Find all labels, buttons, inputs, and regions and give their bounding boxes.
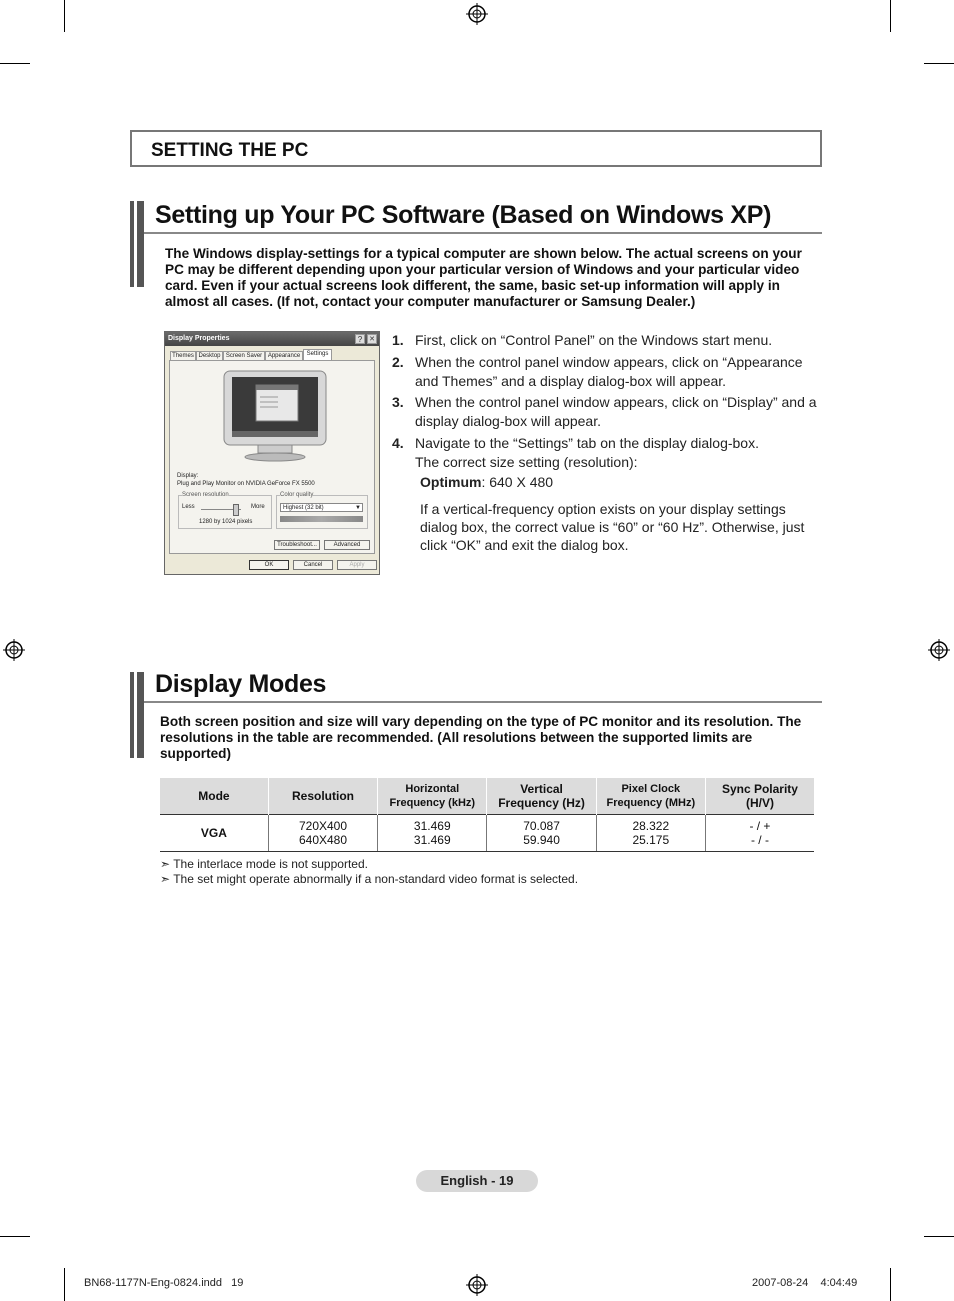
display-modes-intro: Both screen position and size will vary depending on the type of PC monitor and its resolution. The resolutions in the table are recommended. (All resolutions between the supported limits are supported): [160, 714, 802, 761]
section-header-label: SETTING THE PC: [151, 140, 309, 161]
crop-mark: [890, 1268, 891, 1301]
tab-themes[interactable]: Themes: [170, 351, 196, 361]
arrow-icon: ➣: [160, 872, 171, 886]
cell-vertical: [487, 815, 596, 852]
note-item: [160, 872, 578, 886]
footer-file-info: BN68-1177N-Eng-0824.indd 19: [84, 1277, 244, 1289]
setup-title: Setting up Your PC Software (Based on Windows XP): [155, 201, 772, 229]
display-label: Display:: [177, 473, 199, 479]
step-text: Navigate to the “Settings” tab on the display dialog-box.: [415, 435, 759, 451]
tab-desktop[interactable]: Desktop: [196, 351, 223, 361]
header-resolution: Resolution: [268, 778, 377, 815]
display-modes-title: Display Modes: [155, 670, 327, 698]
header-pixel-clock: Pixel Clock Frequency (MHz): [596, 778, 705, 815]
registration-mark-icon: [928, 639, 950, 661]
troubleshoot-button[interactable]: Troubleshoot...: [274, 540, 320, 550]
cell-value: 31.469: [413, 833, 451, 847]
vertical-frequency-note: If a vertical-frequency option exists on your display settings dialog box, the correct value is “60” or “60 Hz”. Otherwise, just click “OK” and exit the dialog box.: [420, 501, 805, 553]
crop-mark: [924, 1236, 954, 1237]
color-quality-select[interactable]: [280, 503, 363, 512]
tab-appearance[interactable]: Appearance: [265, 351, 303, 361]
optimum-value: : 640 X 480: [481, 474, 554, 490]
advanced-button[interactable]: Advanced: [324, 540, 370, 550]
step-number: 3.: [392, 394, 404, 410]
slider-thumb[interactable]: [233, 504, 239, 516]
heading-underline: [144, 232, 822, 234]
crop-mark: [890, 0, 891, 32]
heading-bar: [130, 672, 144, 758]
cell-value: 28.322: [632, 819, 670, 833]
screen-resolution-group: [178, 492, 272, 529]
resolution-group-label: Screen resolution: [182, 492, 229, 498]
cell-value: 31.469: [413, 819, 451, 833]
color-bar: [280, 516, 363, 522]
header-vertical: Vertical Frequency (Hz): [487, 778, 596, 815]
crop-mark: [924, 63, 954, 64]
monitor-icon: [220, 369, 330, 465]
note-text: The set might operate abnormally if a non-standard video format is selected.: [173, 872, 579, 886]
cell-value: 70.087: [523, 819, 560, 833]
color-quality-value: Highest (32 bit): [283, 505, 324, 511]
header-sync-polarity: Sync Polarity (H/V): [705, 778, 814, 815]
table-header-row: [160, 778, 814, 815]
cell-value: 640X480: [298, 833, 348, 847]
cell-value: 25.175: [632, 833, 670, 847]
color-group-label: Color quality: [280, 492, 314, 498]
cancel-button[interactable]: Cancel: [293, 560, 333, 570]
section-header: [130, 130, 822, 167]
step-text: When the control panel window appears, click on “Appearance and Themes” and a display dialog-box will appear.: [415, 354, 803, 389]
settings-pane: [169, 360, 375, 554]
crop-mark: [64, 1268, 65, 1301]
cell-horizontal: [378, 815, 487, 852]
apply-button[interactable]: Apply: [337, 560, 377, 570]
step-text: When the control panel window appears, click on “Display” and a display dialog-box will appear.: [415, 394, 817, 429]
step-number: 2.: [392, 354, 404, 370]
heading-underline: [144, 701, 822, 703]
tab-settings[interactable]: Settings: [303, 349, 332, 361]
crop-mark: [0, 1236, 30, 1237]
cell-resolution: [268, 815, 377, 852]
dialog-titlebar: [165, 332, 379, 346]
footer-timestamp: 2007-08-24 4:04:49: [752, 1277, 858, 1289]
step-number: 4.: [392, 435, 404, 451]
color-quality-group: [276, 492, 368, 529]
cell-value: 720X400: [298, 819, 348, 833]
correct-size-line: The correct size setting (resolution):: [415, 454, 638, 470]
crop-mark: [64, 0, 65, 32]
setup-intro: The Windows display-settings for a typical computer are shown below. The actual screens on your PC may be different depending upon your particular version of Windows and your particular video card. Even if your actual screens look different, the same, basic set-up information will apply in almost all cases. (If not, contact your computer manufacturer or Samsung Dealer.): [165, 246, 802, 309]
cell-value: - / -: [750, 833, 769, 847]
registration-mark-icon: [466, 3, 488, 25]
display-modes-table: [160, 778, 814, 852]
registration-mark-icon: [3, 639, 25, 661]
step-number: 1.: [392, 332, 404, 348]
cell-value: 59.940: [523, 833, 560, 847]
table-row: [160, 815, 814, 852]
help-button[interactable]: ?: [355, 334, 365, 344]
display-properties-screenshot: [164, 331, 380, 575]
note-item: [160, 857, 368, 871]
cell-value: - / +: [749, 819, 771, 833]
ok-button[interactable]: OK: [249, 560, 289, 570]
note-text: The interlace mode is not supported.: [173, 857, 368, 871]
optimum-label: Optimum: [420, 474, 482, 490]
chevron-down-icon: ▼: [355, 505, 361, 511]
cell-sync: [705, 815, 814, 852]
dialog-title: Display Properties: [168, 335, 230, 342]
display-value: Plug and Play Monitor on NVIDIA GeForce FX 5500: [177, 481, 315, 487]
arrow-icon: ➣: [160, 857, 171, 871]
more-label: More: [251, 504, 265, 510]
page-number-badge: English - 19: [416, 1170, 538, 1192]
resolution-value: 1280 by 1024 pixels: [199, 519, 253, 525]
less-label: Less: [182, 504, 195, 510]
close-button[interactable]: ✕: [367, 334, 377, 344]
cell-pixel-clock: [596, 815, 705, 852]
heading-bar: [130, 201, 144, 287]
tab-screen-saver[interactable]: Screen Saver: [223, 351, 265, 361]
header-mode: Mode: [160, 778, 268, 815]
header-horizontal: Horizontal Frequency (kHz): [378, 778, 487, 815]
cell-mode: VGA: [160, 815, 268, 852]
step-text: First, click on “Control Panel” on the Windows start menu.: [415, 332, 773, 348]
crop-mark: [0, 63, 30, 64]
optimum-line: [420, 473, 553, 492]
registration-mark-icon: [466, 1274, 488, 1296]
